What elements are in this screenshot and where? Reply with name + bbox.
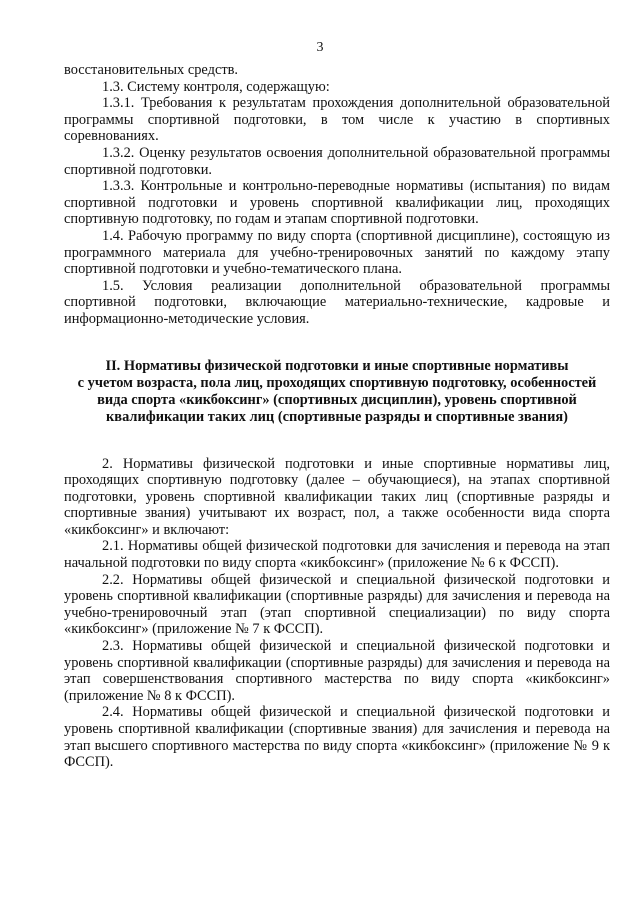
- heading-line-4: квалификации таких лиц (спортивные разряды и спортивные звания): [106, 408, 568, 425]
- paragraph-recovery-means: восстановительных средств.: [64, 62, 239, 78]
- section-ii-body: [64, 456, 610, 771]
- paragraph-1-3-1: 1.3.1. Требования к результатам прохождения дополнительной образовательной программы спортивной подготовки, в том числе к участию в спортивных соревнованиях.: [64, 95, 610, 145]
- paragraph-1-3-3: 1.3.3. Контрольные и контрольно-переводные нормативы (испытания) по видам спортивной подготовки и уровень спортивной квалификации лиц, проходящих спортивную подготовку, по годам и этапам спортивной подготовки.: [64, 178, 610, 228]
- paragraph-1-3: 1.3. Систему контроля, содержащую:: [102, 78, 330, 95]
- paragraph-1-3-2: 1.3.2. Оценку результатов освоения дополнительной образовательной программы спортивной подготовки.: [64, 144, 610, 178]
- paragraph-2: 2. Нормативы физической подготовки и иные спортивные нормативы лиц, проходящих спортивную подготовку (далее – обучающиеся), на этапах спортивной подготовки, уровень спортивной квалификации таких лиц (спортивные разряды и спортивные звания) учитывают их возраст, пол, а также особенности вида спорта «кикбоксинг» и включают:: [64, 455, 610, 538]
- paragraph-1-4: 1.4. Рабочую программу по виду спорта (спортивной дисциплине), состоящую из программного материала для учебно-тренировочных занятий по каждому этапу спортивной подготовки и учебно-тематического плана.: [64, 227, 610, 278]
- paragraph-2-3: 2.3. Нормативы общей физической и специальной физической подготовки и уровень спортивной квалификации (спортивные разряды) для зачисления и перевода на этап совершенствования спортивного мастерства по виду спорта «кикбоксинг» (приложение № 8 к ФССП).: [64, 638, 610, 704]
- section-ii-heading: [64, 358, 610, 426]
- paragraph-2-4: 2.4. Нормативы общей физической и специальной физической подготовки и уровень спортивной квалификации (спортивные звания) для зачисления и перевода на этап высшего спортивного мастерства по виду спорта «кикбоксинг» (приложение № 9 к ФССП).: [64, 704, 610, 771]
- heading-line-3: вида спорта «кикбоксинг» (спортивных дисциплин), уровень спортивной: [97, 391, 577, 408]
- document-body: [64, 62, 610, 771]
- page-number: 3: [316, 40, 324, 55]
- paragraph-1-5: 1.5. Условия реализации дополнительной образовательной программы спортивной подготовки, включающие материально-технические, кадровые и информационно-методические условия.: [64, 277, 610, 327]
- heading-line-2: с учетом возраста, пола лиц, проходящих спортивную подготовку, особенностей: [77, 374, 597, 391]
- heading-line-1: II. Нормативы физической подготовки и иные спортивные нормативы: [105, 357, 569, 374]
- section-i-continuation: [64, 62, 610, 328]
- paragraph-2-1: 2.1. Нормативы общей физической подготовки для зачисления и перевода на этап начальной подготовки по виду спорта «кикбоксинг» (приложение № 6 к ФССП).: [64, 538, 610, 572]
- paragraph-2-2: 2.2. Нормативы общей физической и специальной физической подготовки и уровень спортивной квалификации (спортивные разряды) для зачисления и перевода на учебно-тренировочный этап (этап спортивной специализации) по виду спорта «кикбоксинг» (приложение № 7 к ФССП).: [64, 571, 610, 638]
